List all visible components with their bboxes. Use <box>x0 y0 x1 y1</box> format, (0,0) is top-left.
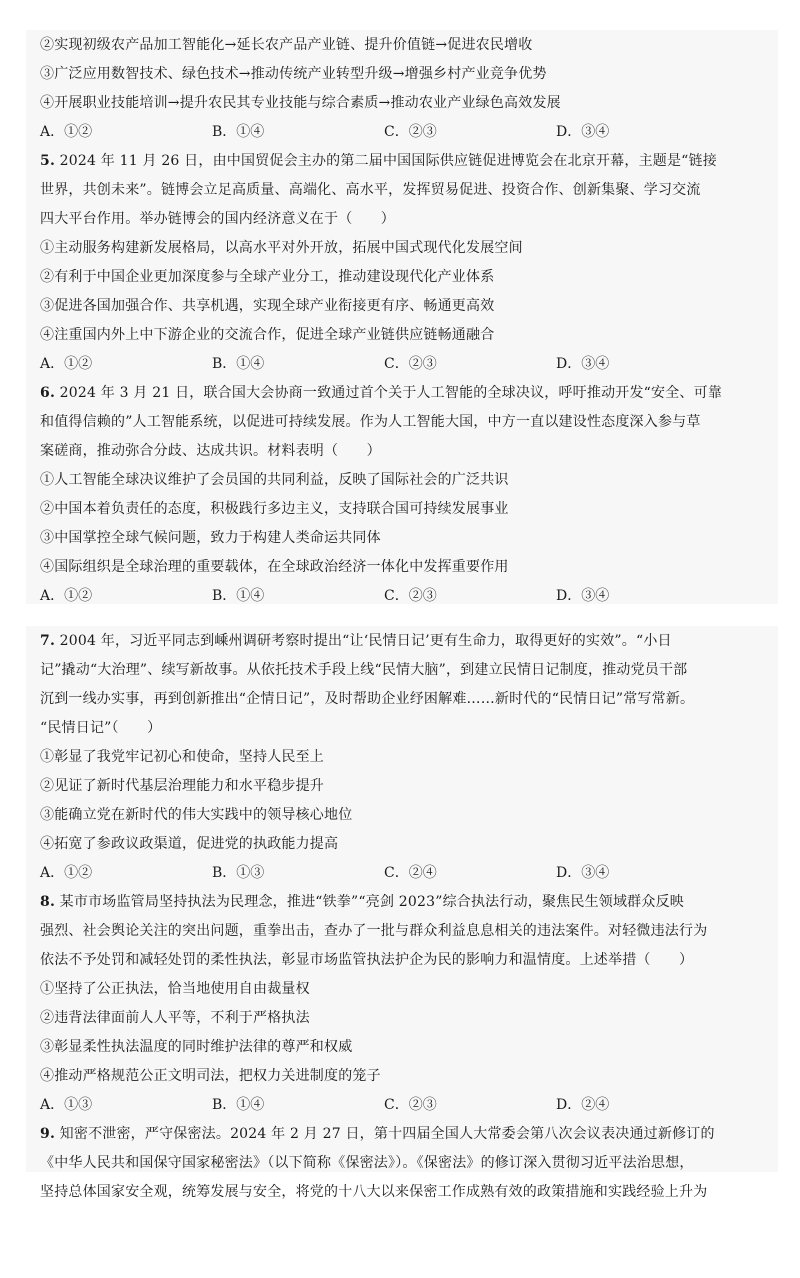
q8-option-b[interactable]: B．①④ <box>212 1097 265 1113</box>
q8-options <box>40 1091 768 1120</box>
q5-statement-4: ④注重国内外上中下游企业的交流合作，促进全球产业链供应链畅通融合 <box>40 327 495 343</box>
q5-stem-line-3: 四大平台作用。举办链博会的国内经济意义在于（ ） <box>40 211 395 227</box>
q7-statement-3: ③能确立党在新时代的伟大实践中的领导核心地位 <box>40 807 353 823</box>
q5-stem-text-1: 2024 年 11 月 26 日，由中国贸促会主办的第二届中国国际供应链促进博览会在北京开幕，主题是“链接 <box>59 153 717 169</box>
q7-statement-2: ②见证了新时代基层治理能力和水平稳步提升 <box>40 778 324 794</box>
q6-statement-3: ③中国掌控全球气候问题，致力于构建人类命运共同体 <box>40 530 381 546</box>
q4-option-d[interactable]: D．③④ <box>556 124 610 140</box>
q5-statement-1: ①主动服务构建新发展格局，以高水平对外开放，拓展中国式现代化发展空间 <box>40 240 523 256</box>
q5-statement-2: ②有利于中国企业更加深度参与全球产业分工，推动建设现代化产业体系 <box>40 269 495 285</box>
q6-option-a[interactable]: A．①② <box>40 588 93 604</box>
q5-stem-line-2: 世界，共创未来”。链博会立足高质量、高端化、高水平，发挥贸易促进、投资合作、创新集聚、学习交流 <box>40 182 701 198</box>
q5-option-d[interactable]: D．③④ <box>556 356 610 372</box>
q7-option-b[interactable]: B．①③ <box>212 865 265 881</box>
q7-number: 7. <box>40 633 56 649</box>
q8-statement-2: ②违背法律面前人人平等，不利于严格执法 <box>40 1010 310 1026</box>
exam-section-bottom <box>26 626 778 1200</box>
q5-option-c[interactable]: C．②③ <box>384 356 437 372</box>
q7-options <box>40 859 768 888</box>
q7-statement-4: ④拓宽了参政议政渠道，促进党的执政能力提高 <box>40 836 339 852</box>
q4-option-a[interactable]: A．①② <box>40 124 93 140</box>
q6-number: 6. <box>40 385 56 401</box>
q4-statement-3: ③广泛应用数智技术、绿色技术→推动传统产业转型升级→增强乡村产业竞争优势 <box>40 66 547 82</box>
q8-statement-4: ④推动严格规范公正文明司法，把权力关进制度的笼子 <box>40 1068 381 1084</box>
exam-section-top <box>26 30 778 604</box>
q7-stem-text-1: 2004 年，习近平同志到嵊州调研考察时提出“让‘民情日记’更有生命力，取得更好的实效”。“小日 <box>59 633 672 649</box>
q6-stem-line-3: 案磋商，推动弥合分歧、达成共识。材料表明（ ） <box>40 443 381 459</box>
q4-statement-4: ④开展职业技能培训→提升农民其专业技能与综合素质→推动农业产业绿色高效发展 <box>40 95 561 111</box>
q7-stem-line-2: 记”撬动“大治理”、续写新故事。从依托技术手段上线“民情大脑”，到建立民情日记制度，推动党员干部 <box>40 662 688 678</box>
q6-statement-1: ①人工智能全球决议维护了会员国的共同利益，反映了国际社会的广泛共识 <box>40 472 509 488</box>
q9-stem-line-2: 《中华人民共和国保守国家秘密法》（以下简称《保密法》）。《保密法》的修订深入贯彻习近平法治思想， <box>40 1155 694 1171</box>
q6-statement-2: ②中国本着负责任的态度，积极践行多边主义，支持联合国可持续发展事业 <box>40 501 509 517</box>
q7-option-c[interactable]: C．②④ <box>384 865 437 881</box>
q9-stem-text-1: 知密不泄密，严守保密法。2024 年 2 月 27 日，第十四届全国人大常委会第八次会议表决通过新修订的 <box>59 1126 715 1142</box>
q6-option-c[interactable]: C．②③ <box>384 588 437 604</box>
q8-stem-line-3: 依法不予处罚和减轻处罚的柔性执法，彰显市场监管执法护企为民的影响力和温情度。上述举措（ ） <box>40 952 694 968</box>
q6-options <box>40 582 768 611</box>
q5-stem-line-1 <box>40 147 768 176</box>
q8-option-d[interactable]: D．②④ <box>556 1097 610 1113</box>
q8-stem-line-2: 强烈、社会舆论关注的突出问题，重拳出击，查办了一批与群众利益息息相关的违法案件。对轻微违法行为 <box>40 923 708 939</box>
q6-statement-4: ④国际组织是全球治理的重要载体，在全球政治经济一体化中发挥重要作用 <box>40 559 509 575</box>
q6-option-b[interactable]: B．①④ <box>212 588 265 604</box>
q9-stem-line-1 <box>40 1120 768 1149</box>
q5-number: 5. <box>40 153 56 169</box>
q6-stem-line-2: 和值得信赖的”人工智能系统，以促进可持续发展。作为人工智能大国，中方一直以建设性态度深入参与草 <box>40 414 701 430</box>
q4-statement-2: ②实现初级农产品加工智能化→延长农产品产业链、提升价值链→促进农民增收 <box>40 37 533 53</box>
q8-number: 8. <box>40 894 56 910</box>
q5-options <box>40 350 768 379</box>
q4-options <box>40 118 768 147</box>
q4-option-b[interactable]: B．①④ <box>212 124 265 140</box>
q8-statement-1: ①坚持了公正执法，恰当地使用自由裁量权 <box>40 981 310 997</box>
q8-option-c[interactable]: C．②③ <box>384 1097 437 1113</box>
q9-number: 9. <box>40 1126 56 1142</box>
q6-option-d[interactable]: D．③④ <box>556 588 610 604</box>
q5-statement-3: ③促进各国加强合作、共享机遇，实现全球产业衔接更有序、畅通更高效 <box>40 298 495 314</box>
q7-stem-line-1 <box>40 627 768 656</box>
q5-option-b[interactable]: B．①④ <box>212 356 265 372</box>
q7-option-d[interactable]: D．③④ <box>556 865 610 881</box>
q5-option-a[interactable]: A．①② <box>40 356 93 372</box>
q8-statement-3: ③彰显柔性执法温度的同时维护法律的尊严和权威 <box>40 1039 353 1055</box>
q8-stem-text-1: 某市市场监管局坚持执法为民理念，推进“铁拳”“亮剑 2023”综合执法行动，聚焦民生领域群众反映 <box>59 894 684 910</box>
q6-stem-line-1 <box>40 379 768 408</box>
q8-option-a[interactable]: A．①③ <box>40 1097 93 1113</box>
q7-statement-1: ①彰显了我党牢记初心和使命，坚持人民至上 <box>40 749 324 765</box>
q9-stem-line-3: 坚持总体国家安全观，统筹发展与安全，将党的十八大以来保密工作成熟有效的政策措施和实践经验上升为 <box>40 1184 708 1200</box>
q7-option-a[interactable]: A．①② <box>40 865 93 881</box>
q4-option-c[interactable]: C．②③ <box>384 124 437 140</box>
q7-stem-line-4: “民情日记”（ ） <box>40 720 162 736</box>
q6-stem-text-1: 2024 年 3 月 21 日，联合国大会协商一致通过首个关于人工智能的全球决议，呼吁推动开发“安全、可靠 <box>59 385 723 401</box>
q8-stem-line-1 <box>40 888 768 917</box>
q7-stem-line-3: 沉到一线办实事，再到创新推出“企情日记”，及时帮助企业纾困解难……新时代的“民情日记”常写常新。 <box>40 691 695 707</box>
